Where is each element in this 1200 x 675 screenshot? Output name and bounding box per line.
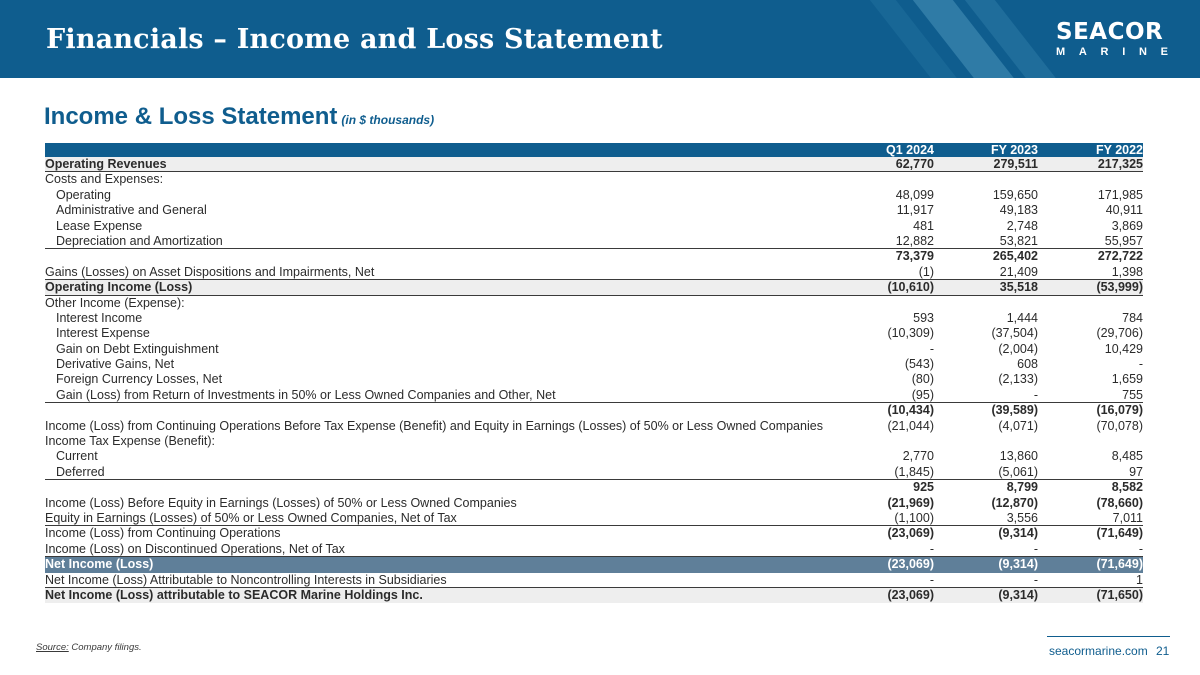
row-value: 1,659: [1111, 372, 1143, 387]
table-row: [45, 357, 1143, 372]
row-value: 13,860: [999, 449, 1038, 464]
footer-divider: [1047, 636, 1170, 637]
row-value: -: [1033, 541, 1038, 556]
table-row: [45, 311, 1143, 326]
row-value: 2,748: [1006, 218, 1038, 233]
table-row: [45, 480, 1143, 495]
row-label: Income (Loss) on Discontinued Operations, Net of Tax: [45, 541, 345, 556]
row-label: Depreciation and Amortization: [56, 233, 223, 248]
row-label: Costs and Expenses:: [45, 172, 164, 187]
row-value: (78,660): [1096, 495, 1143, 510]
table-row: [45, 419, 1143, 434]
table-row: [45, 496, 1143, 511]
income-statement-table: [45, 143, 1143, 603]
row-value: 11,917: [896, 203, 934, 218]
row-value: 3,556: [1006, 510, 1038, 525]
row-value: 1,444: [1006, 310, 1038, 325]
row-value: 10,429: [1104, 341, 1143, 356]
table-row: [45, 465, 1143, 480]
row-value: (9,314): [998, 587, 1038, 602]
row-label: Deferred: [56, 464, 105, 479]
row-label: Income (Loss) from Continuing Operations: [45, 526, 281, 541]
logo-letter: I: [1122, 46, 1126, 58]
row-value: 1: [1136, 572, 1143, 587]
table-row: [45, 280, 1143, 295]
row-value: 784: [1122, 310, 1143, 325]
row-value: 265,402: [992, 249, 1038, 264]
row-label: Current: [56, 449, 98, 464]
table-row: [45, 557, 1143, 572]
row-value: (12,870): [991, 495, 1038, 510]
logo-letter: N: [1138, 46, 1147, 58]
row-value: 53,821: [999, 233, 1038, 248]
company-logo: [1056, 20, 1172, 58]
row-value: 7,011: [1112, 510, 1143, 525]
header-band: [0, 0, 1200, 78]
row-value: (10,610): [887, 280, 934, 295]
row-value: 48,099: [895, 187, 934, 202]
table-row: [45, 434, 1143, 449]
table-row: [45, 249, 1143, 264]
row-value: 35,518: [999, 280, 1038, 295]
row-value: -: [1138, 541, 1143, 556]
row-value: (95): [911, 387, 934, 402]
row-value: 97: [1129, 464, 1143, 479]
table-row: [45, 188, 1143, 203]
table-row: [45, 326, 1143, 341]
table-row: [45, 296, 1143, 311]
table-row: [45, 573, 1143, 588]
table-header-row: [45, 143, 1143, 157]
row-value: 481: [913, 218, 934, 233]
section-units: (in $ thousands): [341, 113, 435, 127]
row-value: -: [929, 541, 934, 556]
row-value: (29,706): [1096, 326, 1143, 341]
row-label: Interest Expense: [56, 326, 150, 341]
row-value: -: [929, 572, 934, 587]
row-value: 217,325: [1097, 157, 1143, 171]
table-row: [45, 388, 1143, 403]
row-value: (10,309): [887, 326, 934, 341]
table-row: [45, 511, 1143, 526]
row-label: Derivative Gains, Net: [56, 357, 175, 372]
row-value: (71,649): [1096, 526, 1143, 541]
row-value: -: [929, 341, 934, 356]
source-text: Company filings.: [68, 642, 142, 653]
section-title-text: Income & Loss Statement: [44, 103, 338, 130]
logo-letter: E: [1160, 46, 1168, 58]
row-value: 8,799: [1006, 480, 1038, 495]
table-row: [45, 265, 1143, 280]
row-value: 62,770: [895, 157, 934, 171]
row-value: 279,511: [993, 157, 1038, 171]
table-row: [45, 542, 1143, 557]
row-value: (1,100): [894, 510, 934, 525]
row-value: 1,398: [1111, 264, 1143, 279]
row-value: (80): [911, 372, 934, 387]
row-value: (23,069): [887, 557, 934, 572]
row-value: 159,650: [992, 187, 1038, 202]
row-value: (71,650): [1096, 587, 1143, 602]
row-value: 12,882: [895, 233, 934, 248]
row-value: -: [1033, 572, 1038, 587]
row-label: Administrative and General: [56, 203, 207, 218]
row-label: Net Income (Loss) Attributable to Noncontrolling Interests in Subsidiaries: [45, 572, 447, 587]
row-value: 272,722: [1097, 249, 1143, 264]
section-title: [44, 103, 434, 131]
row-value: (5,061): [998, 464, 1038, 479]
row-value: 8,582: [1111, 480, 1143, 495]
row-label: Net Income (Loss) attributable to SEACOR Marine Holdings Inc.: [45, 587, 423, 602]
table-row: [45, 172, 1143, 187]
row-value: (2,133): [998, 372, 1038, 387]
table-row: [45, 219, 1143, 234]
row-value: 171,985: [1097, 187, 1143, 202]
row-value: -: [1138, 357, 1143, 372]
row-value: -: [1033, 387, 1038, 402]
row-value: 925: [913, 480, 934, 495]
page-title: Financials – Income and Loss Statement: [46, 24, 663, 55]
row-label: Income (Loss) Before Equity in Earnings (Losses) of 50% or Less Owned Companies: [45, 495, 517, 510]
table-row: [45, 372, 1143, 387]
row-label: Net Income (Loss): [45, 557, 154, 572]
row-value: (37,504): [991, 326, 1038, 341]
row-value: 8,485: [1111, 449, 1143, 464]
row-label: Operating: [56, 187, 111, 202]
table-row: [45, 342, 1143, 357]
row-label: Income (Loss) from Continuing Operations Before Tax Expense (Benefit) and Equity in Earnings (Losses) of 50% or Less Owned Companies: [45, 418, 823, 433]
table-row: [45, 449, 1143, 464]
row-label: Income Tax Expense (Benefit):: [45, 434, 215, 449]
row-value: 21,409: [999, 264, 1038, 279]
source-label: Source:: [36, 642, 69, 653]
row-value: (71,649): [1096, 557, 1143, 572]
row-value: (70,078): [1096, 418, 1143, 433]
row-label: Other Income (Expense):: [45, 295, 185, 310]
row-value: (543): [904, 357, 934, 372]
table-row: [45, 157, 1143, 172]
row-value: 73,379: [895, 249, 934, 264]
row-value: 608: [1017, 357, 1038, 372]
footer-website: seacormarine.com: [1049, 644, 1148, 658]
row-value: 40,911: [1105, 203, 1143, 218]
row-value: 2,770: [902, 449, 934, 464]
row-value: 49,183: [999, 203, 1038, 218]
row-label: Foreign Currency Losses, Net: [56, 372, 223, 387]
column-header: FY 2023: [990, 143, 1038, 157]
row-value: (10,434): [887, 403, 934, 418]
column-header: Q1 2024: [886, 143, 934, 157]
column-header: FY 2022: [1095, 143, 1143, 157]
row-label: Gains (Losses) on Asset Dispositions and Impairments, Net: [45, 264, 375, 279]
row-label: Gain (Loss) from Return of Investments in 50% or Less Owned Companies and Other, Net: [56, 387, 556, 402]
row-value: (1,845): [894, 464, 934, 479]
table-row: [45, 203, 1143, 218]
row-value: 55,957: [1104, 233, 1143, 248]
row-label: Operating Income (Loss): [45, 280, 193, 295]
row-value: (21,969): [887, 495, 934, 510]
row-value: (53,999): [1096, 280, 1143, 295]
page-number: 21: [1156, 644, 1170, 658]
logo-letter: A: [1078, 46, 1087, 58]
logo-letter: M: [1056, 46, 1066, 58]
row-value: (23,069): [887, 526, 934, 541]
logo-letter: R: [1100, 46, 1109, 58]
table-row: [45, 234, 1143, 249]
row-value: 593: [913, 310, 934, 325]
table-row: [45, 588, 1143, 603]
row-value: (39,589): [991, 403, 1038, 418]
row-value: 3,869: [1111, 218, 1143, 233]
row-value: (4,071): [998, 418, 1038, 433]
row-label: Interest Income: [56, 310, 143, 325]
table-row: [45, 526, 1143, 541]
row-label: Lease Expense: [56, 218, 143, 233]
row-label: Gain on Debt Extinguishment: [56, 341, 219, 356]
row-value: (1): [918, 264, 934, 279]
row-value: (9,314): [998, 526, 1038, 541]
row-value: (23,069): [887, 587, 934, 602]
row-label: Equity in Earnings (Losses) of 50% or Less Owned Companies, Net of Tax: [45, 510, 457, 525]
row-value: 755: [1122, 387, 1143, 402]
row-value: (16,079): [1096, 403, 1143, 418]
logo-wordmark: SEACOR: [1056, 19, 1164, 45]
logo-subtitle: [1056, 45, 1168, 59]
source-note: [36, 642, 142, 653]
row-value: (2,004): [998, 341, 1038, 356]
table-row: [45, 403, 1143, 418]
row-value: (21,044): [887, 418, 934, 433]
row-value: (9,314): [998, 557, 1038, 572]
row-label: Operating Revenues: [45, 157, 167, 171]
